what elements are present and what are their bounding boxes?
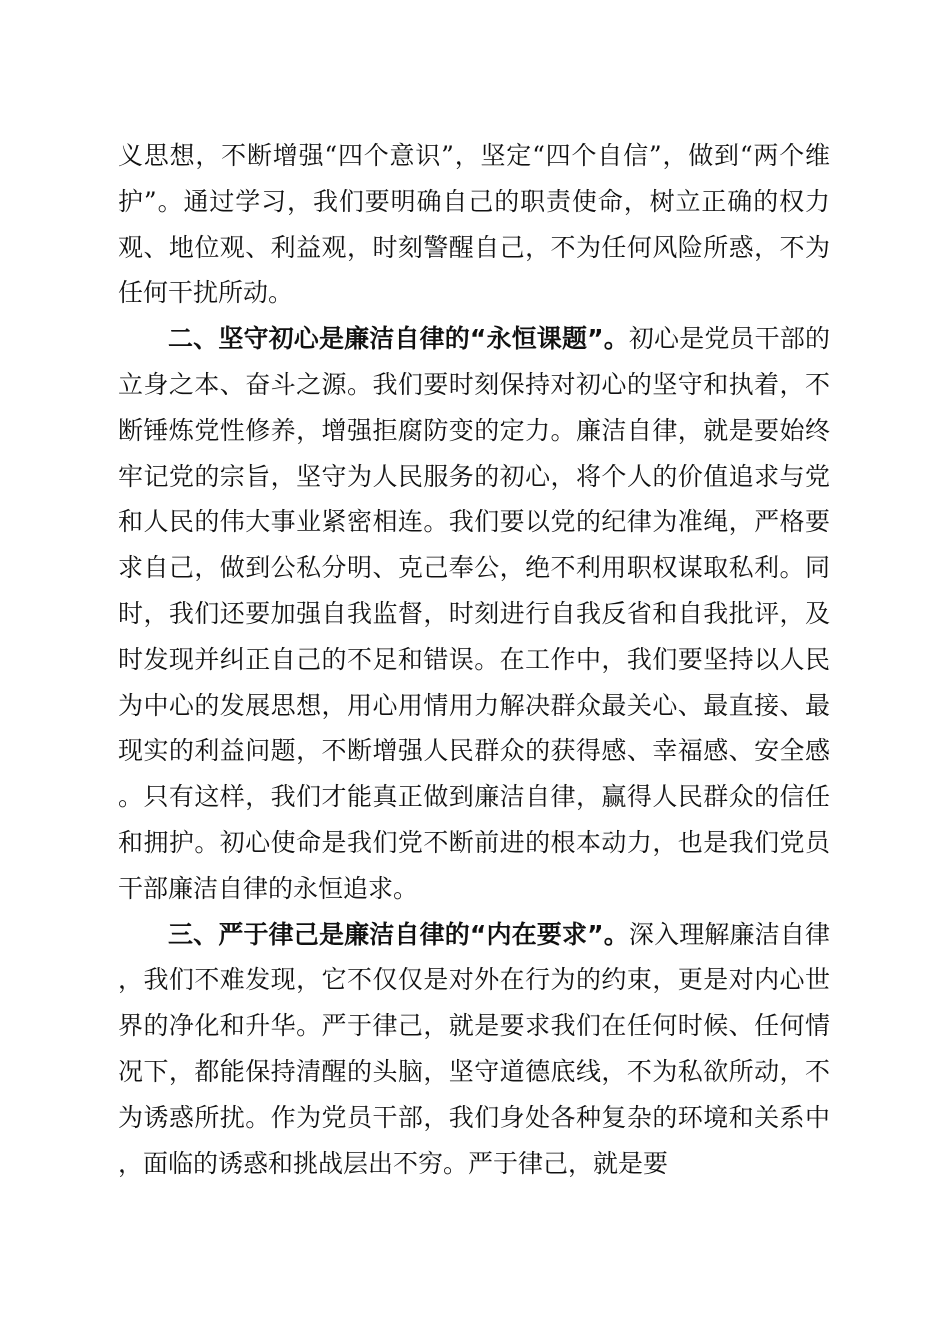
paragraph-continuation: [118, 133, 830, 316]
paragraph-section-three: [118, 912, 830, 1187]
section-two-body: 初心是党员干部的立身之本、奋斗之源。我们要时刻保持对初心的坚守和执着，不断锤炼党性修养，增强拒腐防变的定力。廉洁自律，就是要始终牢记党的宗旨，坚守为人民服务的初心，将个人的价值追求与党和人民的伟大事业紧密相连。我们要以党的纪律为准绳，严格要求自己，做到公私分明、克己奉公，绝不利用职权谋取私利。同时，我们还要加强自我监督，时刻进行自我反省和自我批评，及时发现并纠正自己的不足和错误。在工作中，我们要坚持以人民为中心的发展思想，用心用情用力解决群众最关心、最直接、最现实的利益问题，不断增强人民群众的获得感、幸福感、安全感。只有这样，我们才能真正做到廉洁自律，赢得人民群众的信任和拥护。初心使命是我们党不断前进的根本动力，也是我们党员干部廉洁自律的永恒追求。: [118, 324, 830, 903]
section-three-body: 深入理解廉洁自律，我们不难发现，它不仅仅是对外在行为的约束，更是对内心世界的净化和升华。严于律己，就是要求我们在任何时候、任何情况下，都能保持清醒的头脑，坚守道德底线，不为私欲所动，不为诱惑所扰。作为党员干部，我们身处各种复杂的环境和关系中，面临的诱惑和挑战层出不穷。严于律己，就是要: [118, 919, 830, 1178]
paragraph-section-two: [118, 316, 830, 911]
document-body: [118, 133, 830, 1186]
paragraph-1-body: 义思想，不断增强“四个意识”，坚定“四个自信”，做到“两个维护”。通过学习，我们要明确自己的职责使命，树立正确的权力观、地位观、利益观，时刻警醒自己，不为任何风险所惑，不为任何干扰所动。: [118, 141, 830, 308]
section-two-heading: 二、坚守初心是廉洁自律的“永恒课题”。: [168, 324, 629, 354]
section-three-heading: 三、严于律己是廉洁自律的“内在要求”。: [168, 919, 629, 949]
